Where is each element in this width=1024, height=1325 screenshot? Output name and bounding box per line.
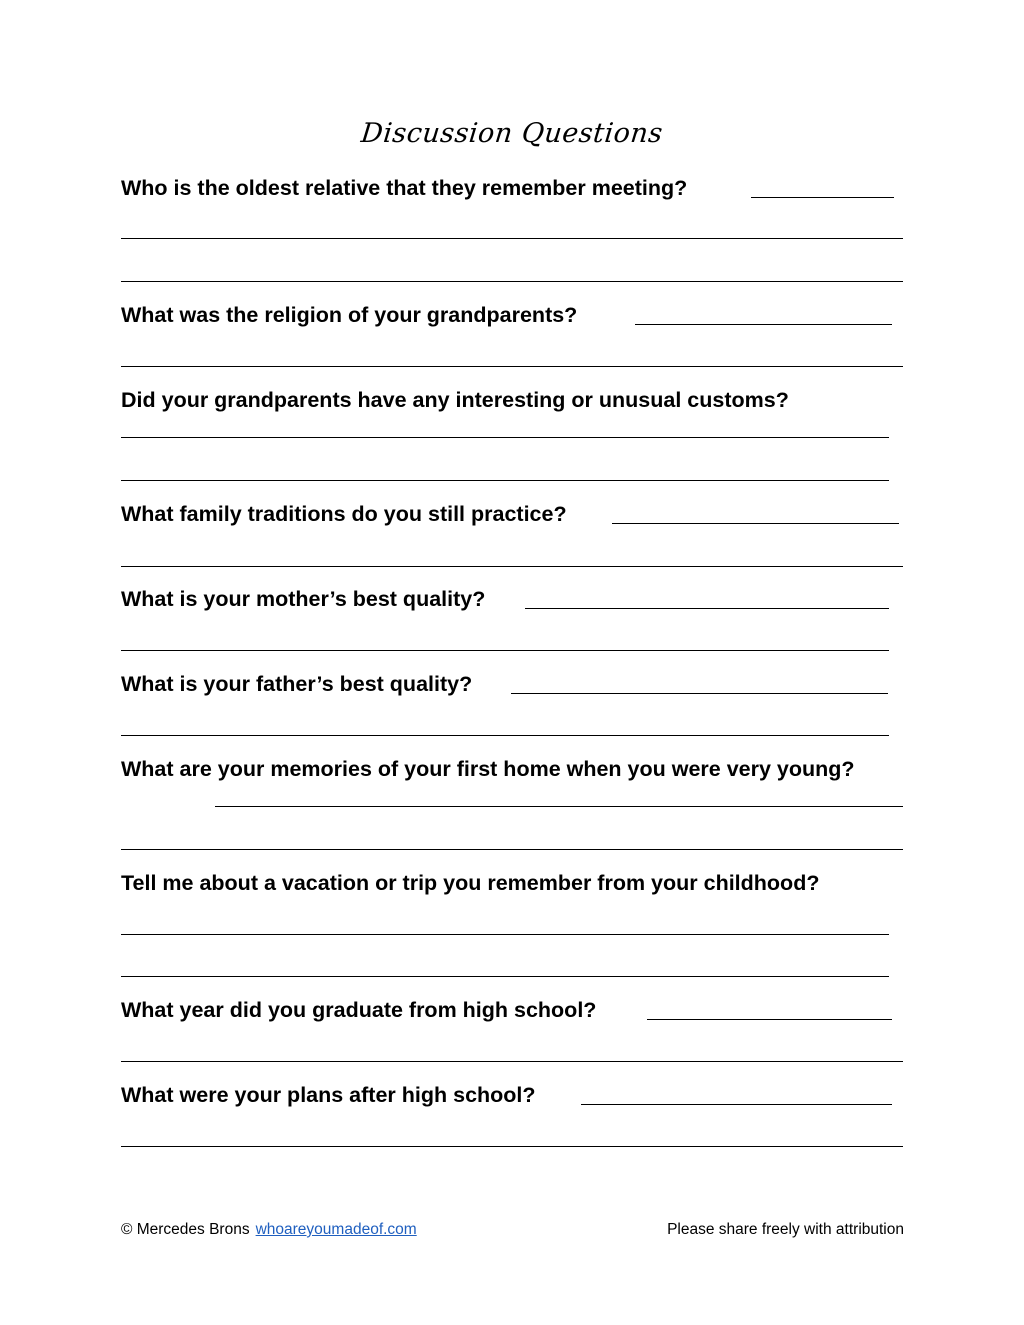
answer-line[interactable] [121, 480, 889, 481]
answer-line[interactable] [525, 608, 889, 609]
answer-line[interactable] [215, 806, 903, 807]
question-5: What is your mother’s best quality? [121, 587, 486, 611]
answer-line[interactable] [612, 523, 899, 524]
footer-website-link[interactable]: whoareyoumadeof.com [255, 1221, 417, 1238]
answer-line[interactable] [121, 281, 903, 282]
answer-line[interactable] [121, 1146, 903, 1147]
answer-line[interactable] [751, 197, 894, 198]
answer-line[interactable] [647, 1019, 892, 1020]
answer-line[interactable] [121, 849, 903, 850]
answer-line[interactable] [121, 976, 889, 977]
answer-line[interactable] [121, 437, 889, 438]
question-10: What were your plans after high school? [121, 1083, 536, 1107]
question-6: What is your father’s best quality? [121, 672, 473, 696]
answer-line[interactable] [635, 324, 892, 325]
answer-line[interactable] [121, 1061, 903, 1062]
answer-line[interactable] [511, 693, 888, 694]
answer-line[interactable] [121, 238, 903, 239]
answer-line[interactable] [581, 1104, 892, 1105]
question-2: What was the religion of your grandparents? [121, 303, 578, 327]
answer-line[interactable] [121, 566, 903, 567]
answer-line[interactable] [121, 366, 903, 367]
footer-copyright-block [121, 1221, 417, 1239]
page-title: Discussion Questions [359, 118, 665, 149]
question-3: Did your grandparents have any interesting or unusual customs? [121, 388, 789, 412]
answer-line[interactable] [121, 735, 889, 736]
footer-copyright: © Mercedes Brons [121, 1221, 250, 1238]
answer-line[interactable] [121, 934, 889, 935]
question-8: Tell me about a vacation or trip you remember from your childhood? [121, 871, 820, 895]
question-9: What year did you graduate from high school? [121, 998, 597, 1022]
answer-line[interactable] [121, 650, 889, 651]
question-7: What are your memories of your first home when you were very young? [121, 757, 855, 781]
footer-attribution: Please share freely with attribution [667, 1221, 904, 1238]
question-1: Who is the oldest relative that they remember meeting? [121, 176, 688, 200]
question-4: What family traditions do you still practice? [121, 502, 567, 526]
